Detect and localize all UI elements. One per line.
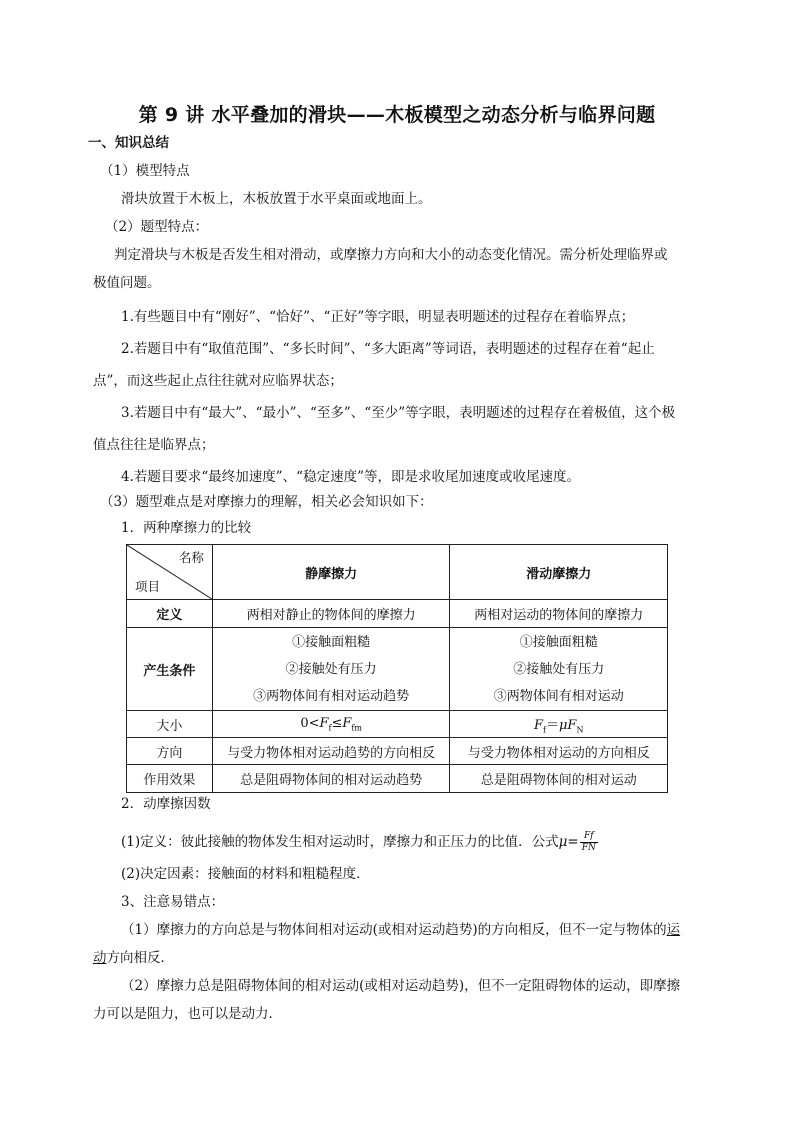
cell-conditions-static: [212, 628, 450, 711]
mistake-note-1-line1: [121, 922, 680, 939]
cell-magnitude-static: [212, 711, 450, 738]
condition-line: ②接触处有压力: [285, 661, 377, 677]
page-title: 第 9 讲 水平叠加的滑块——木板模型之动态分析与临界问题: [138, 104, 656, 126]
column-header-static-friction: 静摩擦力: [212, 545, 450, 600]
condition-line: ③两物体间有相对运动: [493, 688, 624, 704]
mistake-note-2-line2: 力可以是阻力，也可以是动力．: [93, 1006, 282, 1022]
cell-direction-static: 与受力物体相对运动趋势的方向相反: [212, 738, 450, 765]
cell-magnitude-sliding: [450, 711, 668, 738]
definition-text: (1)定义：彼此接触的物体发生相对运动时，摩擦力和正压力的比值．公式: [121, 834, 559, 850]
row-header-effect: 作用效果: [127, 765, 213, 793]
formula-denominator: FN: [581, 843, 596, 853]
cell-definition-static: 两相对静止的物体间的摩擦力: [212, 600, 450, 628]
row-header-conditions: 产生条件: [127, 628, 213, 711]
subheading-common-mistakes: 3、注意易错点：: [121, 894, 225, 910]
condition-line: ②接触处有压力: [513, 661, 605, 677]
cell-effect-sliding: 总是阻碍物体间的相对运动: [450, 765, 668, 793]
formula-part: F: [319, 715, 329, 731]
model-features-text: 滑块放置于木板上，木板放置于水平桌面或地面上。: [121, 191, 432, 207]
cell-definition-sliding: 两相对运动的物体间的摩擦力: [450, 600, 668, 628]
formula-part: F: [342, 715, 352, 731]
friction-comparison-table: [126, 544, 668, 793]
note-text: 方向相反．: [106, 950, 174, 966]
formula-subscript: N: [576, 725, 584, 735]
corner-header-cell: [127, 545, 213, 600]
list-item-2-line1: 2.若题目中有“取值范围”、“多长时间”、“多大距离”等词语，表明题述的过程存在着“起止: [121, 341, 655, 357]
formula-part: 0<: [300, 715, 320, 731]
formula-subscript: f: [328, 723, 332, 733]
formula-equals: =: [567, 834, 579, 850]
formula-part: F: [533, 717, 543, 733]
condition-line: ③两物体间有相对运动趋势: [253, 688, 410, 704]
condition-line: ①接触面粗糙: [519, 634, 598, 650]
row-header-direction: 方向: [127, 738, 213, 765]
cell-conditions-sliding: [450, 628, 668, 711]
determining-factors-line: (2)决定因素：接触面的材料和粗糙程度．: [121, 866, 370, 882]
formula-subscript: fm: [351, 723, 362, 733]
question-features-text-line1: 判定滑块与木板是否发生相对滑动，或摩擦力方向和大小的动态变化情况。需分析处理临界或: [114, 247, 668, 263]
column-header-sliding-friction: 滑动摩擦力: [450, 545, 668, 600]
difficulty-heading: （3）题型难点是对摩擦力的理解，相关必会知识如下：: [100, 494, 433, 510]
corner-label-name: 名称: [178, 550, 204, 565]
table-row: [127, 765, 668, 793]
table-row: [127, 600, 668, 628]
question-features-text-line2: 极值问题。: [93, 275, 161, 291]
condition-line: ①接触面粗糙: [292, 634, 371, 650]
formula-subscript: f: [543, 725, 546, 735]
mistake-note-1-line2: [93, 950, 174, 967]
table-row: [127, 628, 668, 711]
cell-direction-sliding: 与受力物体相对运动的方向相反: [450, 738, 668, 765]
list-item-2-line2: 点”，而这些起止点往往就对应临界状态；: [93, 373, 343, 389]
note-text: （1）摩擦力的方向总是与物体间相对运动(或相对运动趋势)的方向相反，但不一定与物体的: [121, 922, 667, 938]
row-header-definition: 定义: [127, 600, 213, 628]
mistake-note-2-line1: （2）摩擦力总是阻碍物体间的相对运动(或相对运动趋势)，但不一定阻碍物体的运动，即摩擦: [121, 978, 681, 994]
section-heading-knowledge-summary: 一、知识总结: [88, 135, 169, 151]
note-text-underlined: 动: [93, 950, 107, 966]
row-header-magnitude: 大小: [127, 711, 213, 738]
corner-label-item: 项目: [135, 579, 161, 594]
list-item-3-line1: 3.若题目中有“最大”、“最小”、“至多”、“至少”等字眼，表明题述的过程存在着极值，这个极: [121, 405, 676, 421]
formula-fraction: [580, 831, 598, 854]
definition-line: [121, 831, 598, 854]
subheading-coefficient-of-friction: 2．动摩擦因数: [121, 796, 211, 812]
cell-effect-static: 总是阻碍物体间的相对运动趋势: [212, 765, 450, 793]
subheading-friction-comparison: 1．两种摩擦力的比较: [121, 520, 252, 536]
formula-mu: μ: [558, 834, 568, 850]
list-item-4: 4.若题目要求“最终加速度”、“稳定速度”等，即是求收尾加速度或收尾速度。: [121, 469, 580, 485]
formula-part: μF: [558, 717, 577, 733]
table-row: [127, 711, 668, 738]
list-item-1: 1.有些题目中有“刚好”、“恰好”、“正好”等字眼，明显表明题述的过程存在着临界点；: [121, 309, 635, 325]
table-row: [127, 738, 668, 765]
formula-part: ≤: [331, 715, 343, 731]
model-features-heading: （1）模型特点: [100, 163, 190, 179]
note-text-underlined: 运: [666, 922, 681, 938]
list-item-3-line2: 值点往往是临界点；: [93, 437, 215, 453]
formula-numerator: Ff: [580, 831, 598, 843]
table-header-row: [127, 545, 668, 600]
question-features-heading: （2）题型特点：: [105, 219, 209, 235]
formula-part: ＝: [545, 717, 559, 733]
